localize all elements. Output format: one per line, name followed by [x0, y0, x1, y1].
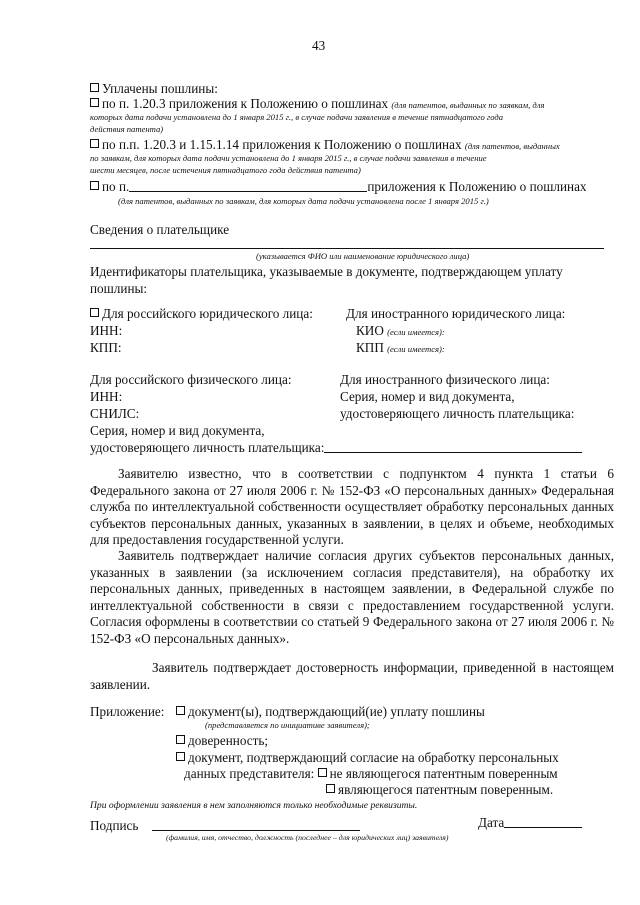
signature-hint: (фамилия, имя, отчество, должность (последнее – для юридических лиц) заявителя) — [166, 833, 449, 842]
date-field[interactable] — [504, 816, 582, 828]
checkbox-fee-3[interactable] — [90, 181, 99, 190]
fee-item-1-note-b: которых дата подачи установлена до 1 января 2015 г., в случае подачи заявления в течение пятнадцатого года — [90, 112, 504, 122]
fee-item-3 — [90, 179, 587, 195]
inn-label: ИНН: — [90, 323, 123, 338]
fee-item-3-suffix: приложения к Положению о пошлинах — [367, 179, 587, 194]
payer-title: Сведения о плательщике — [90, 222, 230, 237]
kio-label: КИО — [356, 323, 384, 338]
foreign-person-label: Для иностранного физического лица: — [340, 372, 550, 387]
paragraph-1-text: Заявителю известно, что в соответствии с подпунктом 4 пункта 1 статьи 6 Федерального закона от 27 июля 2006 г. № 152-ФЗ «О персональных данных» Федеральная служба по интеллектуальной собственности осуществляет обработку персональных данных субъектов персональных данных, указанных в заявлении, в целях и объеме, необходимых для предоставления государственной услуги. — [90, 466, 614, 547]
attachment-3-label-b: данных представителя: — [184, 766, 315, 781]
fee-item-3-note: (для патентов, выданных по заявкам, для которых дата подачи установлена после 1 января 2015 г.) — [118, 196, 489, 206]
doc-row — [90, 440, 582, 456]
footer-note: При оформлении заявления в нем заполняются только необходимые реквизиты. — [90, 800, 418, 811]
foreign-legal-label: Для иностранного юридического лица: — [346, 306, 566, 321]
payer-name-field[interactable] — [90, 248, 604, 249]
attachment-1-label: документ(ы), подтверждающий(ие) уплату пошлины — [188, 704, 485, 719]
fee-item-2-note-c: шести месяцев, после истечения пятнадцатого года действия патента) — [90, 165, 361, 175]
option-not-patent-attorney: не являющегося патентным поверенным — [329, 766, 558, 781]
kpp-foreign-row — [356, 340, 445, 356]
doc-label-b: удостоверяющего личность плательщика: — [90, 440, 325, 455]
paragraph-2-text: Заявитель подтверждает наличие согласия других субъектов персональных данных, указанных в заявлении (за исключением согласия представителя), на обработку их персональных данных, приведенных в настоящем заявлении, в Федеральной службе по интеллектуальной собственности в связи с предоставлением государственной услуги. Согласия оформлены в соответствии со статьей 9 Федерального закона от 27 июля 2006 г. № 152-ФЗ «О персональных данных». — [90, 548, 614, 646]
fee-item-2-note-b: по заявкам, для которых дата подачи установлена до 1 января 2015 г., в случае подачи заявления в течение — [90, 153, 487, 163]
attachment-3-option-2 — [326, 782, 553, 798]
attachments-label: Приложение: — [90, 704, 165, 719]
signature-field[interactable] — [152, 830, 360, 831]
snils-label: СНИЛС: — [90, 406, 140, 421]
kpp-label: КПП: — [90, 340, 122, 355]
fee-item-2-label: по п.п. 1.20.3 и 1.15.1.14 приложения к Положению о пошлинах — [102, 137, 462, 152]
kpp-foreign-note: (если имеется): — [387, 344, 445, 354]
page-number: 43 — [312, 38, 326, 53]
checkbox-not-patent-attorney[interactable] — [318, 768, 327, 777]
inn2-label: ИНН: — [90, 389, 123, 404]
consent-paragraph-1 — [90, 466, 614, 549]
fdoc-label-b: удостоверяющего личность плательщика: — [340, 406, 575, 421]
doc-label-a: Серия, номер и вид документа, — [90, 423, 265, 438]
fees-title: Уплачены пошлины: — [102, 81, 218, 96]
signature-label: Подпись — [90, 818, 139, 833]
fee-item-1 — [90, 96, 544, 112]
kio-row — [356, 323, 445, 339]
fee-item-3-prefix: по п. — [102, 179, 130, 194]
attachment-2-label: доверенность; — [188, 733, 269, 748]
checkbox-ru-legal[interactable] — [90, 308, 99, 317]
date-row — [478, 815, 582, 831]
kio-note: (если имеется): — [387, 327, 445, 337]
checkbox-attachment-2[interactable] — [176, 735, 185, 744]
fees-title-row — [90, 81, 218, 97]
payer-name-hint: (указывается ФИО или наименование юридического лица) — [256, 251, 470, 261]
identifiers-line-a: Идентификаторы плательщика, указываемые в документе, подтверждающем уплату — [90, 264, 563, 279]
fdoc-label-a: Серия, номер и вид документа, — [340, 389, 515, 404]
fee-item-2-note-a: (для патентов, выданных — [464, 141, 560, 151]
attachment-3 — [176, 750, 559, 766]
fee-item-1-label: по п. 1.20.3 приложения к Положению о пошлинах — [102, 96, 389, 111]
ru-legal-row — [90, 306, 313, 322]
identifiers-line-b: пошлины: — [90, 281, 148, 296]
attachment-3-row-b — [184, 766, 558, 782]
fee-item-1-note-a: (для патентов, выданных по заявкам, для — [391, 100, 545, 110]
kpp-foreign-label: КПП — [356, 340, 384, 355]
doc-field[interactable] — [324, 441, 582, 453]
fee-item-2 — [90, 137, 560, 153]
checkbox-attachment-3[interactable] — [176, 752, 185, 761]
paragraph-3-text: Заявитель подтверждает достоверность информации, приведенной в настоящем заявлении. — [90, 660, 614, 692]
checkbox-fee-1[interactable] — [90, 98, 99, 107]
fee-item-1-note-c: действия патента) — [90, 124, 164, 134]
checkbox-attachment-1[interactable] — [176, 706, 185, 715]
fee-item-3-field[interactable] — [129, 180, 367, 192]
attachment-1 — [176, 704, 485, 720]
consent-paragraph-3 — [90, 660, 614, 693]
option-patent-attorney: являющегося патентным поверенным. — [338, 782, 554, 797]
ru-person-label: Для российского физического лица: — [90, 372, 292, 387]
attachment-2 — [176, 733, 268, 749]
attachment-3-label: документ, подтверждающий согласие на обработку персональных — [188, 750, 559, 765]
checkbox-fees[interactable] — [90, 83, 99, 92]
checkbox-fee-2[interactable] — [90, 139, 99, 148]
checkbox-patent-attorney[interactable] — [326, 784, 335, 793]
consent-paragraph-2 — [90, 548, 614, 647]
ru-legal-label: Для российского юридического лица: — [102, 306, 313, 321]
date-label: Дата — [478, 815, 505, 830]
attachment-1-note: (представляется по инициативе заявителя); — [205, 720, 370, 730]
